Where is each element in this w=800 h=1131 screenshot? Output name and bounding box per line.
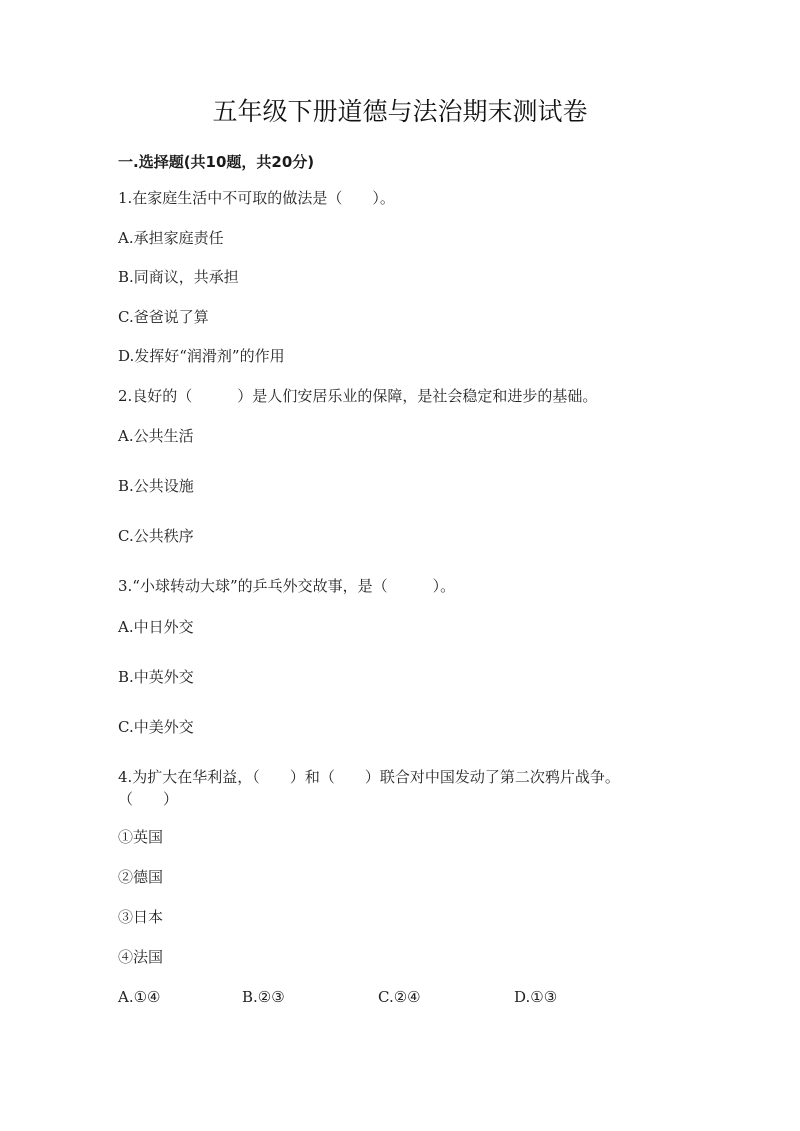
question-2-option-a: A.公共生活 — [118, 427, 194, 445]
question-2-option-c: C.公共秩序 — [118, 527, 194, 545]
question-4-item-1: ①英国 — [118, 828, 164, 846]
question-4-options — [118, 986, 678, 1008]
exam-title: 五年级下册道德与法治期末测试卷 — [212, 97, 588, 126]
question-1-option-b: B.同商议，共承担 — [118, 268, 239, 286]
section-heading: 一.选择题(共10题，共20分) — [118, 153, 315, 171]
question-3-option-a: A.中日外交 — [118, 618, 194, 636]
question-3-option-b: B.中英外交 — [118, 668, 194, 686]
question-1-option-a: A.承担家庭责任 — [118, 229, 224, 247]
question-3-option-c: C.中美外交 — [118, 718, 194, 736]
question-4-stem: 4.为扩大在华利益，（ ）和（ ）联合对中国发动了第二次鸦片战争。（ ） — [118, 768, 620, 808]
question-4-item-4: ④法国 — [118, 948, 164, 966]
question-3-stem: 3.“小球转动大球”的乒乓外交故事，是（ ）。 — [118, 577, 456, 595]
question-4-option-b: B.②③ — [242, 988, 285, 1006]
question-4-option-d: D.①③ — [514, 988, 558, 1006]
question-1-option-d: D.发挥好“润滑剂”的作用 — [118, 347, 285, 365]
question-1-stem: 1.在家庭生活中不可取的做法是（ ）。 — [118, 189, 395, 207]
question-4-option-c: C.②④ — [378, 988, 421, 1006]
question-4-option-a: A.①④ — [118, 988, 161, 1006]
question-4-item-3: ③日本 — [118, 908, 164, 926]
question-4-item-2: ②德国 — [118, 868, 164, 886]
question-2-stem: 2.良好的（ ）是人们安居乐业的保障，是社会稳定和进步的基础。 — [118, 387, 598, 405]
question-2-option-b: B.公共设施 — [118, 477, 194, 495]
question-1-option-c: C.爸爸说了算 — [118, 308, 209, 326]
